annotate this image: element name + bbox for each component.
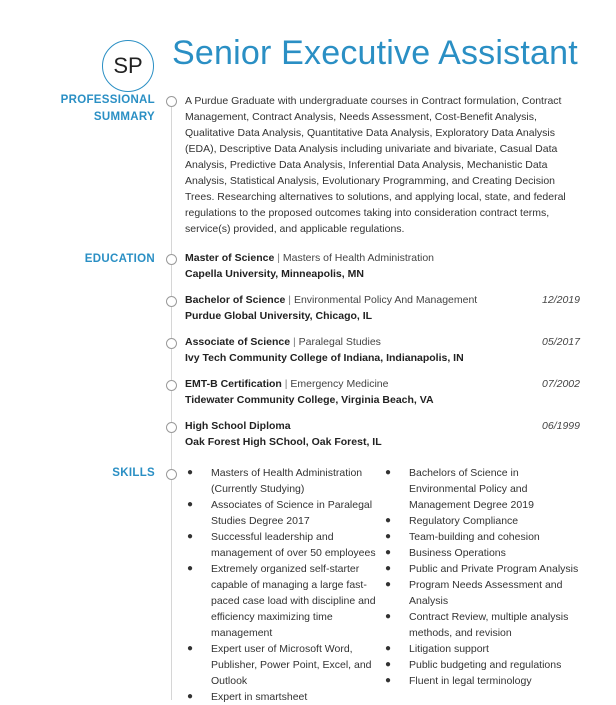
timeline-dot	[166, 469, 177, 480]
skill-item: ● Masters of Health Administration (Currently Studying)	[187, 467, 363, 495]
timeline-dot	[166, 380, 177, 391]
edu-degree: EMT-B Certification	[185, 378, 282, 390]
edu-field: Masters of Health Administration	[282, 252, 435, 264]
summary-text: A Purdue Graduate with undergraduate courses in Contract formulation, Contract Management, Contract Analysis, Needs Assessment, Cost-Benefit Analysis, Qualitative Data Analysis, Quantitative Data Analysis, Exploratory Data Analysis (EDA), Descriptive Data Analysis including univariate and bivariate, Casual Data Analysis, Predictive Data Analysis, Inferential Data Analysis, Mechanistic Data Analysis, Statistical Analysis, Evolutionary Programming, and Creating Decision Trees. Researching alternatives to solutions, and applying local, state, and federal regulations to the proposed outcomes taking into consideration contract terms, service(s) provided, and applicable regulations.	[185, 95, 566, 235]
edu-field: Environmental Policy And Management	[293, 294, 478, 306]
edu-school: Capella University, Minneapolis, MN	[185, 268, 364, 280]
skill-item: ● Expert user of Microsoft Word, Publisher, Power Point, Excel, and Outlook	[187, 643, 372, 687]
edu-school: Purdue Global University, Chicago, IL	[185, 310, 373, 322]
section-label-summary: PROFESSIONAL SUMMARY	[60, 94, 155, 123]
skills-list-right	[385, 465, 580, 689]
edu-school: Tidewater Community College, Virginia Beach, VA	[185, 394, 434, 406]
section-label-education: EDUCATION	[84, 253, 155, 265]
timeline-dot	[166, 296, 177, 307]
edu-date: 07/2002	[542, 378, 580, 390]
edu-school: Ivy Tech Community College of Indiana, Indianapolis, IN	[185, 352, 464, 364]
edu-degree: Master of Science	[185, 252, 275, 264]
skill-item: ● Regulatory Compliance	[385, 515, 519, 527]
skill-item: ● Bachelors of Science in Environmental Policy and Management Degree 2019	[385, 467, 534, 511]
education-entry: EMT-B Certification | Emergency Medicine Tidewater Community College, Virginia Beach, VA 07/2002	[185, 378, 580, 406]
edu-date: 05/2017	[542, 336, 580, 348]
monogram-badge	[102, 40, 154, 92]
skill-item: ● Fluent in legal terminology	[385, 675, 532, 687]
skill-item: ● Public budgeting and regulations	[385, 659, 562, 671]
page-title: Senior Executive Assistant	[172, 34, 578, 72]
skill-item: ● Expert in smartsheet	[187, 691, 308, 703]
edu-degree: High School Diploma	[185, 420, 291, 432]
skill-item: ● Extremely organized self-starter capable of managing a large fast-paced case load with discipline and efficiency maximizing time management	[187, 563, 376, 639]
education-entry: Bachelor of Science | Environmental Policy And Management Purdue Global University, Chicago, IL 12/2019	[185, 294, 580, 322]
education-entry	[185, 418, 580, 450]
skill-item: ● Contract Review, multiple analysis methods, and revision	[385, 611, 569, 639]
timeline-dot	[166, 254, 177, 265]
skill-item: ● Public and Private Program Analysis	[385, 563, 579, 575]
edu-date: 12/2019	[542, 294, 580, 306]
education-entry: Master of Science | Masters of Health Administration Capella University, Minneapolis, MN	[185, 250, 580, 282]
edu-school: Oak Forest High SChool, Oak Forest, IL	[185, 436, 382, 448]
skill-item: ● Litigation support	[385, 643, 489, 655]
edu-date: 06/1999	[542, 420, 580, 432]
edu-field: Emergency Medicine	[290, 378, 389, 390]
skill-item: ● Associates of Science in Paralegal Studies Degree 2017	[187, 499, 373, 527]
edu-degree: Associate of Science	[185, 336, 291, 348]
timeline-dot	[166, 338, 177, 349]
timeline-dot	[166, 96, 177, 107]
edu-degree: Bachelor of Science	[185, 294, 286, 306]
education-entry: Associate of Science | Paralegal Studies Ivy Tech Community College of Indiana, Indianapolis, IN 05/2017	[185, 336, 580, 364]
skill-item: ● Business Operations	[385, 547, 506, 559]
skill-item: ● Program Needs Assessment and Analysis	[385, 579, 563, 607]
section-label-skills: SKILLS	[112, 467, 155, 479]
skills-list-left	[187, 465, 387, 705]
skill-item: ● Team-building and cohesion	[385, 531, 540, 543]
timeline-line	[171, 100, 172, 700]
timeline-dot	[166, 422, 177, 433]
monogram-initials: SP	[113, 53, 143, 78]
edu-field: Paralegal Studies	[298, 336, 381, 348]
skill-item: ● Successful leadership and management of over 50 employees	[187, 531, 376, 559]
